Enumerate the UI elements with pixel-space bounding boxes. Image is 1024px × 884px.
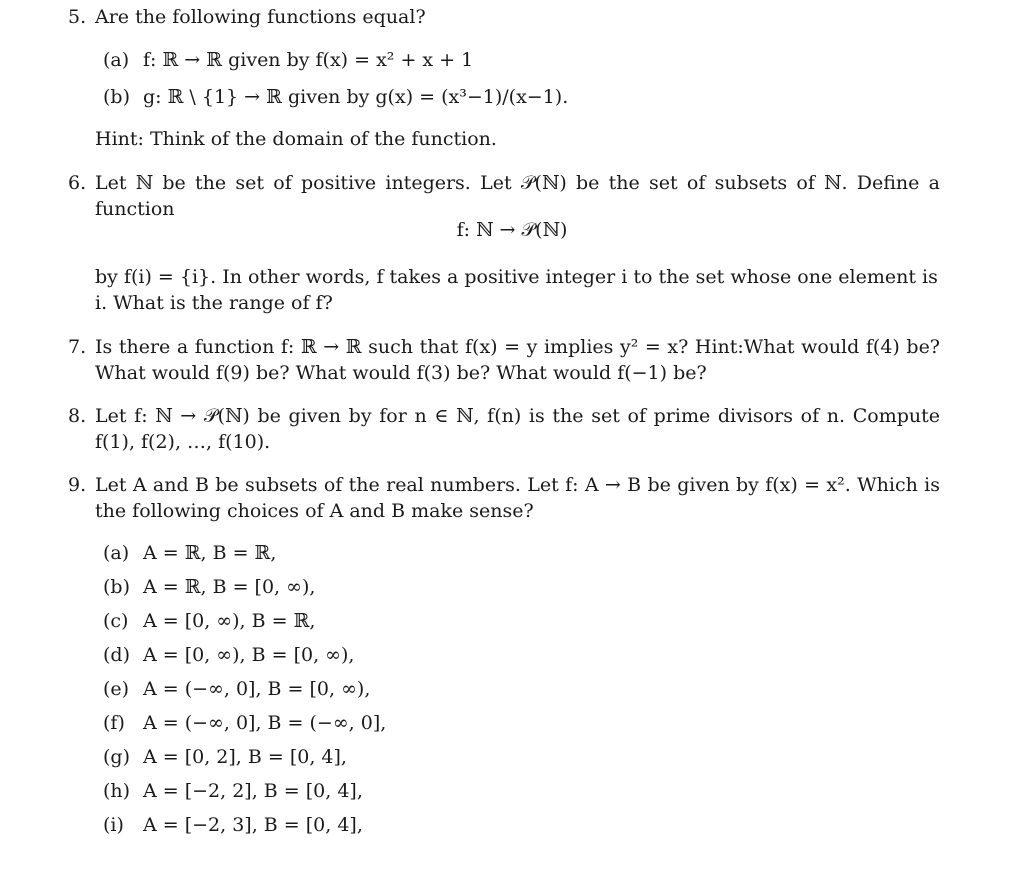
q5-item-b xyxy=(103,84,568,110)
q9-item-d xyxy=(103,642,354,668)
q9-item-b xyxy=(103,574,315,600)
question-6 xyxy=(68,170,940,222)
q6-continuation: by f(i) = {i}. In other words, f takes a positive integer i to the set whose one element is i. What is the range of f? xyxy=(95,266,938,314)
question-text: Is there a function f: ℝ → ℝ such that f(x) = y implies y² = x? Hint:What would f(4) be? What would f(9) be? What would f(3) be? What would f(−1) be? xyxy=(95,336,940,384)
item-label: (i) xyxy=(103,814,124,836)
item-label: (g) xyxy=(103,746,130,768)
question-text: Are the following functions equal? xyxy=(95,6,426,28)
item-label: (b) xyxy=(103,86,130,108)
question-5 xyxy=(68,4,940,30)
item-text: A = [0, 2], B = [0, 4], xyxy=(143,746,347,768)
item-label: (f) xyxy=(103,712,125,734)
item-label: (a) xyxy=(103,542,130,564)
item-label: (c) xyxy=(103,610,129,632)
item-text: f: ℝ → ℝ given by f(x) = x² + x + 1 xyxy=(143,49,474,71)
question-text: Let A and B be subsets of the real numbers. Let f: A → B be given by f(x) = x². Which is the following choices of A and B make sense? xyxy=(95,474,940,522)
question-number: 5. xyxy=(68,6,87,28)
item-text: A = (−∞, 0], B = (−∞, 0], xyxy=(143,712,387,734)
item-text: g: ℝ \ {1} → ℝ given by g(x) = (x³−1)/(x−1). xyxy=(143,86,569,108)
q9-item-g xyxy=(103,744,347,770)
item-label: (a) xyxy=(103,49,130,71)
q9-item-a xyxy=(103,540,276,566)
display-equation: f: ℕ → 𝒫(ℕ) xyxy=(456,219,568,241)
q9-item-c xyxy=(103,608,315,634)
q5-hint: Hint: Think of the domain of the function. xyxy=(95,128,497,150)
item-text: A = [−2, 2], B = [0, 4], xyxy=(143,780,363,802)
question-8 xyxy=(68,403,940,455)
item-label: (h) xyxy=(103,780,131,802)
item-text: A = ℝ, B = [0, ∞), xyxy=(143,576,316,598)
question-number: 7. xyxy=(68,336,87,358)
q9-item-e xyxy=(103,676,370,702)
q5-item-a xyxy=(103,47,473,73)
question-text: Let f: ℕ → 𝒫(ℕ) be given by for n ∈ ℕ, f(n) is the set of prime divisors of n. Compute f(1), f(2), …, f(10). xyxy=(95,405,940,453)
item-label: (b) xyxy=(103,576,130,598)
item-text: A = (−∞, 0], B = [0, ∞), xyxy=(143,678,371,700)
item-text: A = [−2, 3], B = [0, 4], xyxy=(143,814,363,836)
item-text: A = ℝ, B = ℝ, xyxy=(143,542,277,564)
question-text: Let ℕ be the set of positive integers. Let 𝒫(ℕ) be the set of subsets of ℕ. Define a function xyxy=(95,172,940,220)
q9-item-i xyxy=(103,812,363,838)
question-7 xyxy=(68,334,940,386)
question-number: 9. xyxy=(68,474,87,496)
q9-item-h xyxy=(103,778,363,804)
item-label: (e) xyxy=(103,678,130,700)
item-text: A = [0, ∞), B = ℝ, xyxy=(143,610,316,632)
question-9 xyxy=(68,472,940,524)
question-number: 8. xyxy=(68,405,87,427)
item-label: (d) xyxy=(103,644,130,666)
q9-item-f xyxy=(103,710,386,736)
item-text: A = [0, ∞), B = [0, ∞), xyxy=(143,644,355,666)
question-number: 6. xyxy=(68,172,87,194)
